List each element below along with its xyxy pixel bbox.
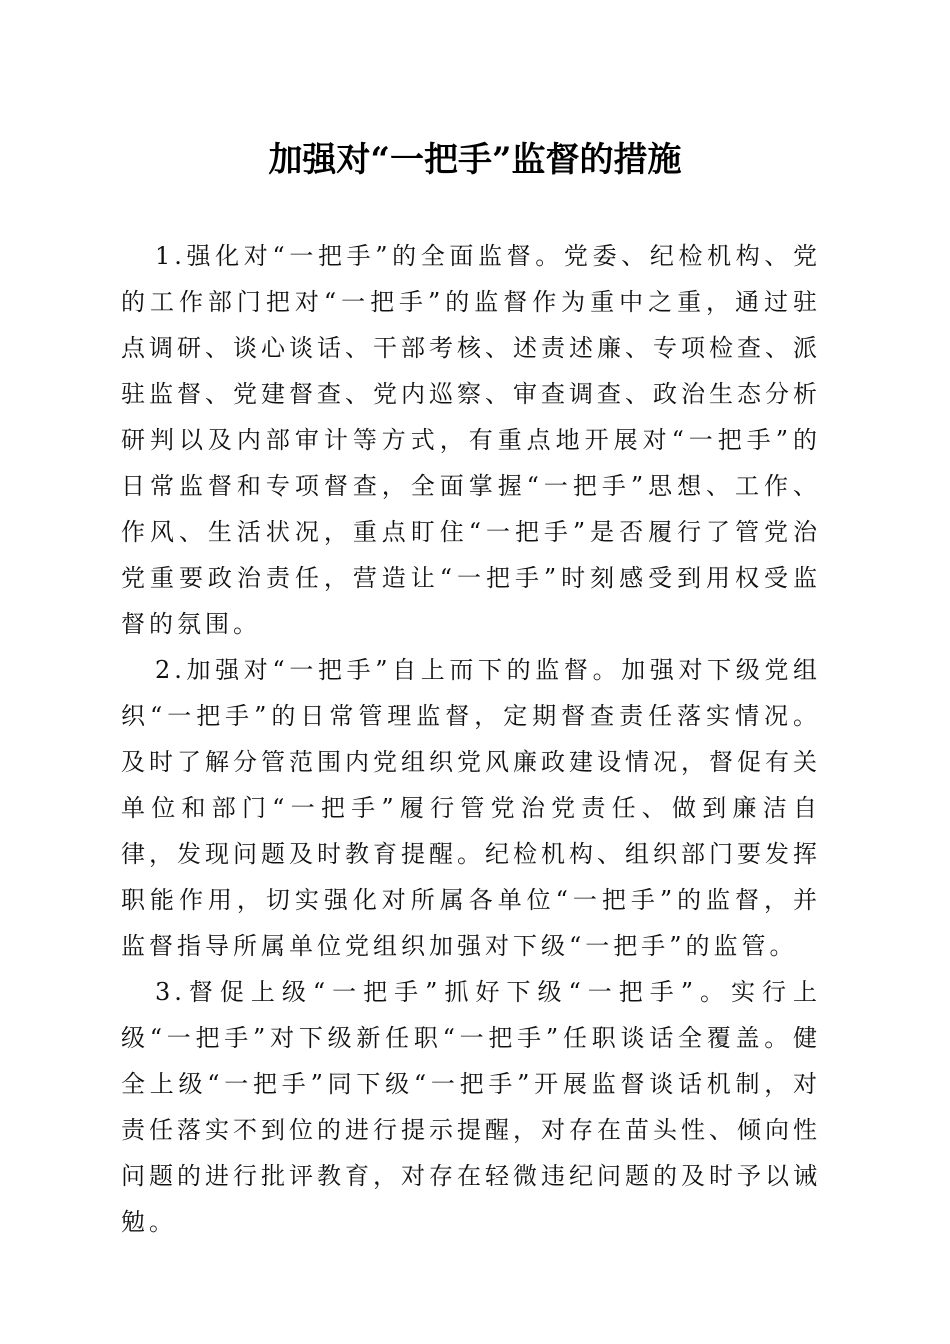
paragraph-1: 1.强化对“一把手”的全面监督。党委、纪检机构、党的工作部门把对“一把手”的监督作为重中之重，通过驻点调研、谈心谈话、干部考核、述责述廉、专项检查、派驻监督、党建督查、党内巡察、审查调查、政治生态分析研判以及内部审计等方式，有重点地开展对“一把手”的日常监督和专项督查，全面掌握“一把手”思想、工作、作风、生活状况，重点盯住“一把手”是否履行了管党治党重要政治责任，营造让“一把手”时刻感受到用权受监督的氛围。 bbox=[121, 242, 821, 638]
paragraph-3: 3.督促上级“一把手”抓好下级“一把手”。实行上级“一把手”对下级新任职“一把手”任职谈话全覆盖。健全上级“一把手”同下级“一把手”开展监督谈话机制，对责任落实不到位的进行提示提醒，对存在苗头性、倾向性问题的进行批评教育，对存在轻微违纪问题的及时予以诫勉。 bbox=[121, 978, 821, 1236]
paragraph-2: 2.加强对“一把手”自上而下的监督。加强对下级党组织“一把手”的日常管理监督，定期督查责任落实情况。及时了解分管范围内党组织党风廉政建设情况，督促有关单位和部门“一把手”履行管党治党责任、做到廉洁自律，发现问题及时教育提醒。纪检机构、组织部门要发挥职能作用，切实强化对所属各单位“一把手”的监督，并监督指导所属单位党组织加强对下级“一把手”的监管。 bbox=[121, 656, 821, 960]
document-title: 加强对“一把手”监督的措施 bbox=[268, 140, 682, 180]
document-body bbox=[121, 233, 821, 1245]
